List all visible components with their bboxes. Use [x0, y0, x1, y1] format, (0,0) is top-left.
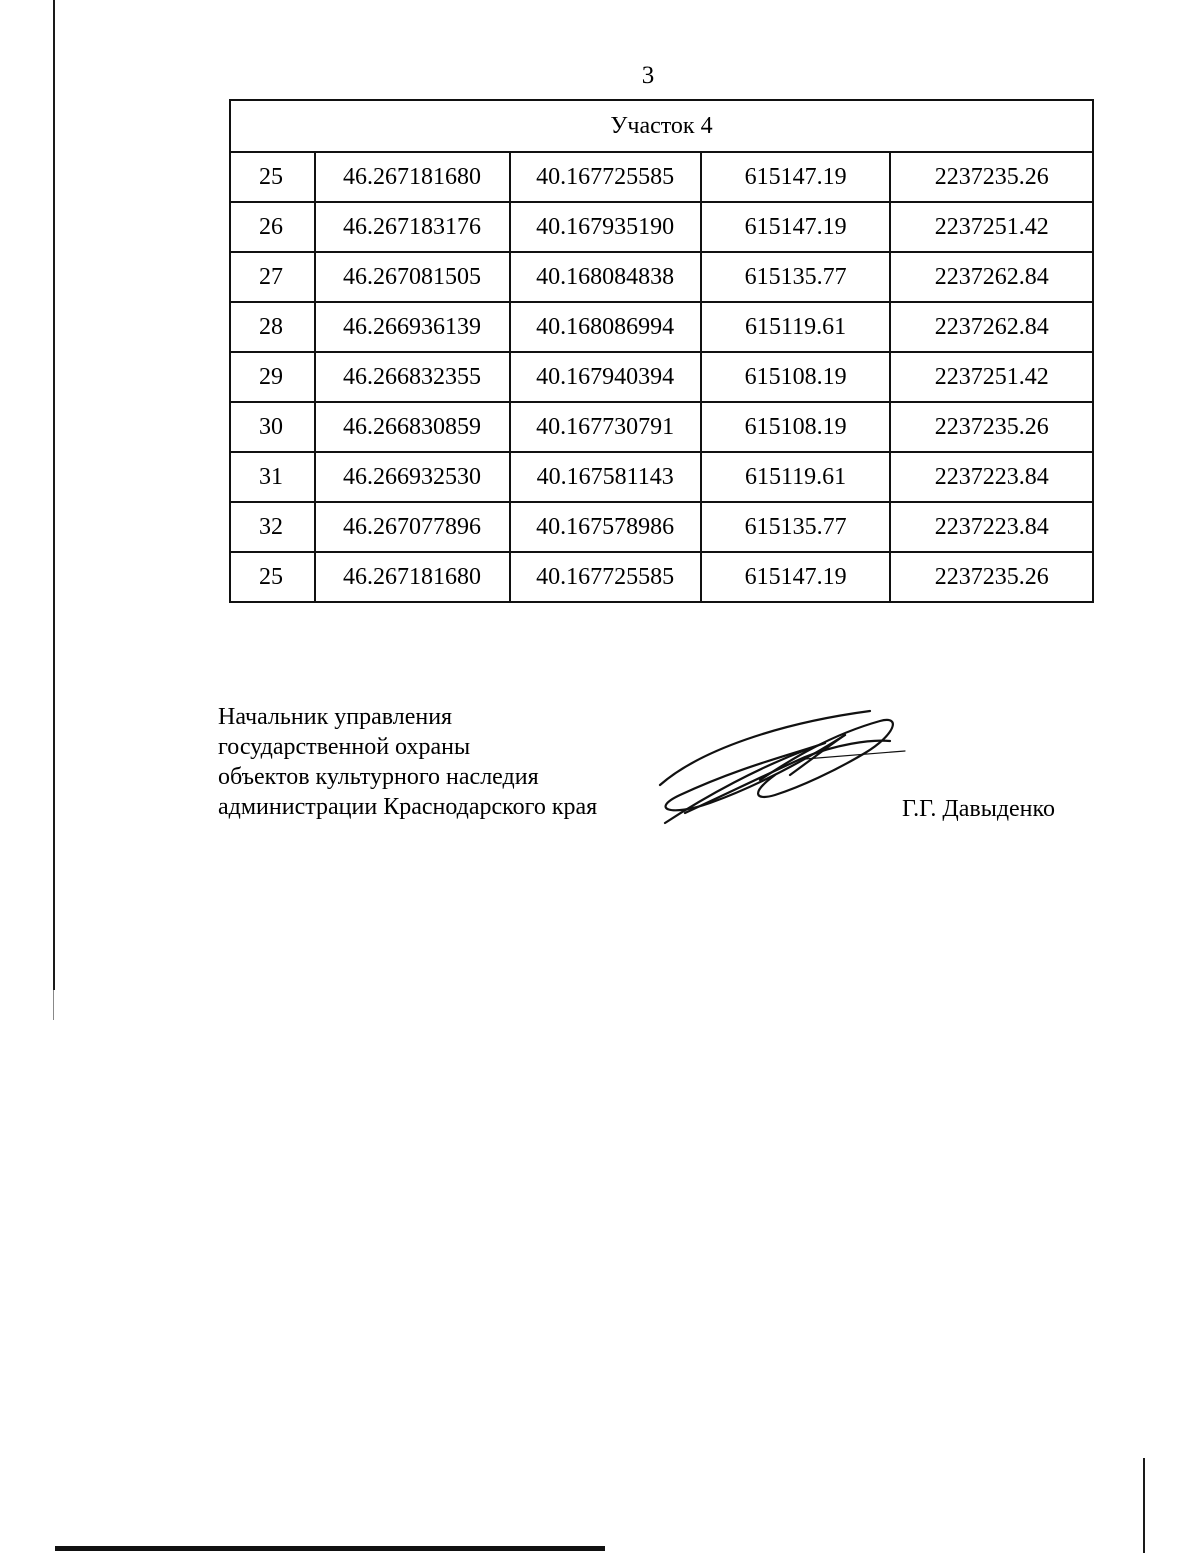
longitude-cell: 40.167940394 [510, 352, 701, 402]
scan-edge-line [53, 0, 55, 990]
signer-title-block [218, 702, 597, 822]
signer-title-line: администрации Краснодарского края [218, 794, 598, 820]
x-coordinate-cell: 615147.19 [701, 152, 891, 202]
section-header-row [230, 100, 1093, 152]
y-coordinate-cell: 2237235.26 [890, 152, 1093, 202]
x-coordinate-cell: 615119.61 [701, 302, 891, 352]
point-number-cell: 31 [230, 452, 315, 502]
table-row [230, 502, 1093, 552]
point-number-cell: 26 [230, 202, 315, 252]
y-coordinate-cell: 2237262.84 [890, 302, 1093, 352]
latitude-cell: 46.266830859 [315, 402, 510, 452]
scan-edge-line [1143, 1458, 1145, 1553]
table-row [230, 352, 1093, 402]
table-row [230, 252, 1093, 302]
latitude-cell: 46.267181680 [315, 152, 510, 202]
latitude-cell: 46.267181680 [315, 552, 510, 602]
x-coordinate-cell: 615108.19 [701, 402, 891, 452]
x-coordinate-cell: 615108.19 [701, 352, 891, 402]
latitude-cell: 46.267081505 [315, 252, 510, 302]
latitude-cell: 46.266832355 [315, 352, 510, 402]
longitude-cell: 40.167725585 [510, 552, 701, 602]
longitude-cell: 40.167935190 [510, 202, 701, 252]
y-coordinate-cell: 2237223.84 [890, 502, 1093, 552]
table-row [230, 402, 1093, 452]
longitude-cell: 40.168084838 [510, 252, 701, 302]
point-number-cell: 25 [230, 552, 315, 602]
latitude-cell: 46.267183176 [315, 202, 510, 252]
signer-title-line: государственной охраны [218, 734, 471, 760]
y-coordinate-cell: 2237251.42 [890, 352, 1093, 402]
point-number-cell: 32 [230, 502, 315, 552]
y-coordinate-cell: 2237235.26 [890, 402, 1093, 452]
latitude-cell: 46.266936139 [315, 302, 510, 352]
section-title: Участок 4 [230, 100, 1093, 152]
x-coordinate-cell: 615147.19 [701, 552, 891, 602]
latitude-cell: 46.266932530 [315, 452, 510, 502]
longitude-cell: 40.167578986 [510, 502, 701, 552]
x-coordinate-cell: 615119.61 [701, 452, 891, 502]
longitude-cell: 40.167730791 [510, 402, 701, 452]
point-number-cell: 30 [230, 402, 315, 452]
x-coordinate-cell: 615135.77 [701, 502, 891, 552]
table-row [230, 552, 1093, 602]
coordinates-table [229, 99, 1094, 603]
point-number-cell: 29 [230, 352, 315, 402]
scan-edge-line [55, 1546, 605, 1551]
point-number-cell: 28 [230, 302, 315, 352]
signer-name: Г.Г. Давыденко [902, 796, 1055, 822]
x-coordinate-cell: 615135.77 [701, 252, 891, 302]
scan-edge-line [53, 990, 54, 1020]
x-coordinate-cell: 615147.19 [701, 202, 891, 252]
longitude-cell: 40.167581143 [510, 452, 701, 502]
table-row [230, 202, 1093, 252]
page-number: 3 [641, 62, 655, 89]
y-coordinate-cell: 2237235.26 [890, 552, 1093, 602]
y-coordinate-cell: 2237262.84 [890, 252, 1093, 302]
y-coordinate-cell: 2237223.84 [890, 452, 1093, 502]
longitude-cell: 40.167725585 [510, 152, 701, 202]
point-number-cell: 27 [230, 252, 315, 302]
table-row [230, 152, 1093, 202]
table-row [230, 452, 1093, 502]
coordinates-table-body [230, 100, 1093, 602]
y-coordinate-cell: 2237251.42 [890, 202, 1093, 252]
signer-title-line: объектов культурного наследия [218, 764, 539, 790]
point-number-cell: 25 [230, 152, 315, 202]
handwritten-signature [640, 705, 910, 825]
latitude-cell: 46.267077896 [315, 502, 510, 552]
table-row [230, 302, 1093, 352]
longitude-cell: 40.168086994 [510, 302, 701, 352]
signer-title-line: Начальник управления [218, 704, 453, 730]
